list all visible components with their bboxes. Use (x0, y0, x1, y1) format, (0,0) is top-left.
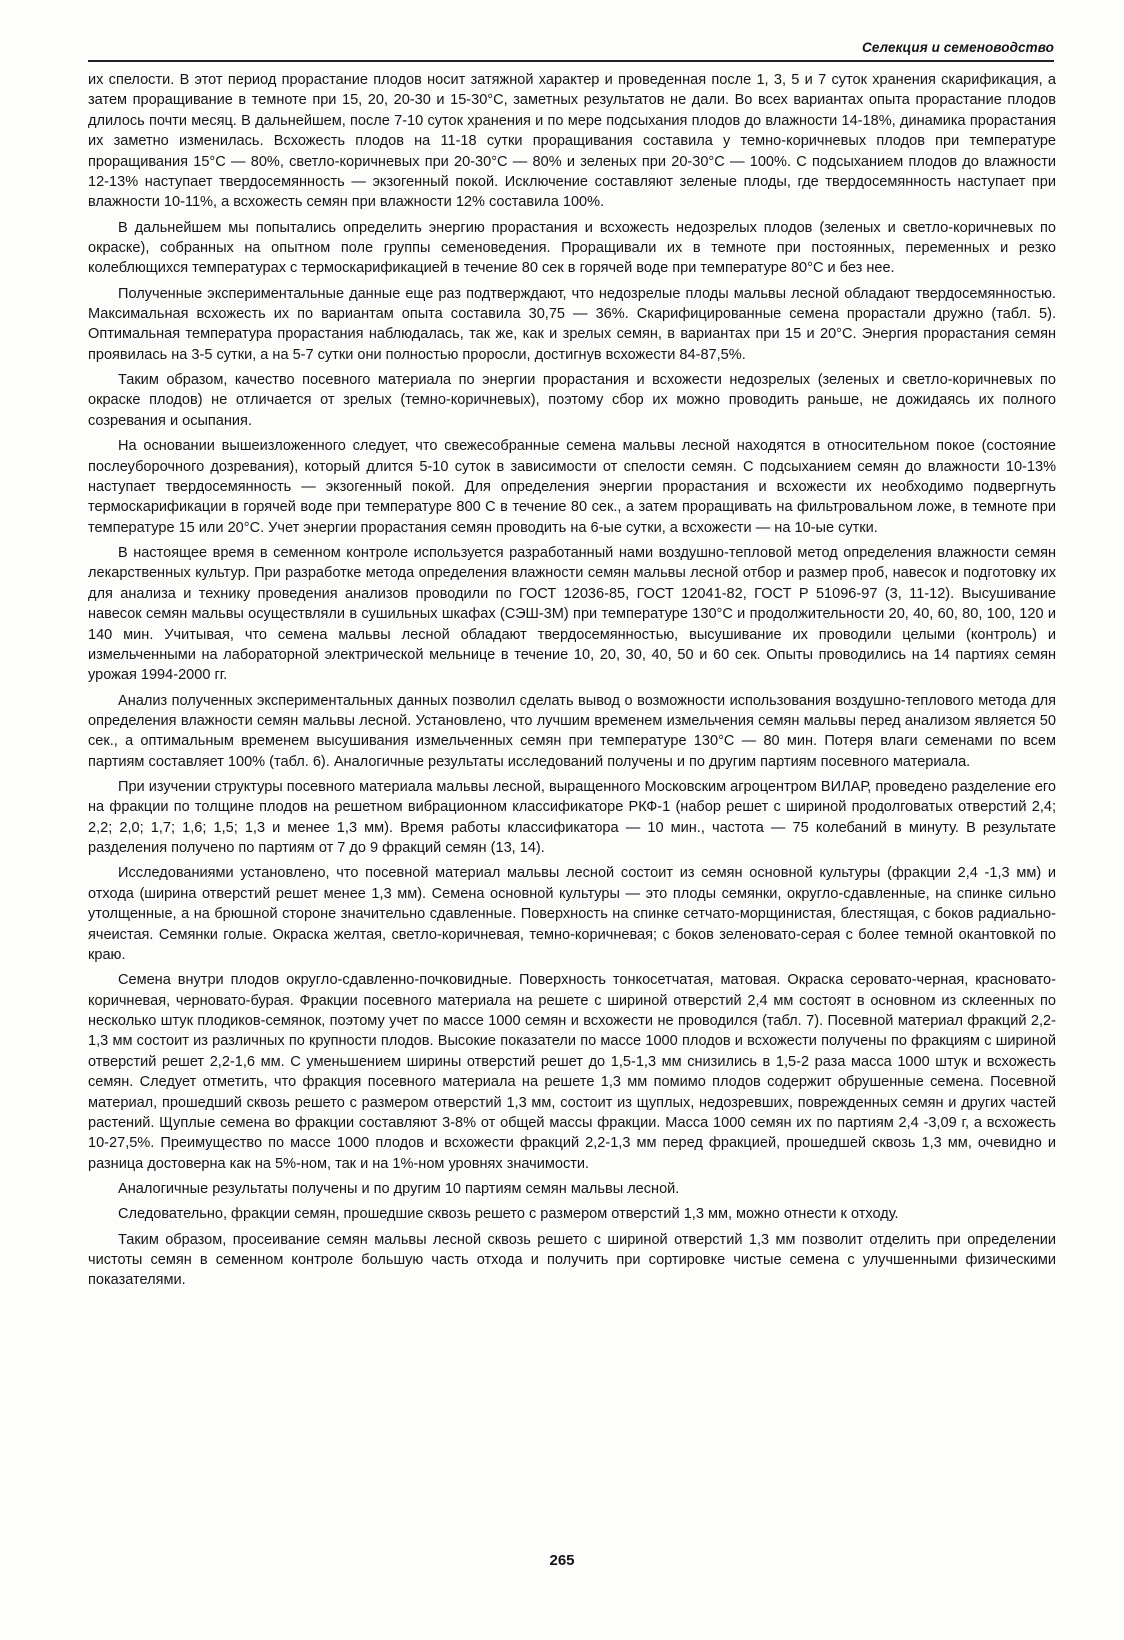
running-head (88, 40, 1054, 62)
paragraph-8: При изучении структуры посевного материала мальвы лесной, выращенного Московским агроцентром ВИЛАР, проведено разделение его на фракции по толщине плодов на решетном вибрационном классификаторе РКФ-1 (набор решет с шириной продолговатых отверстий 2,4; 2,2; 2,0; 1,7; 1,6; 1,5; 1,3 и менее 1,3 мм). Время работы классификатора — 10 мин., частота — 75 колебаний в минуту. В результате разделения получено по партиям от 7 до 9 фракций семян (13, 14). (88, 778, 1056, 857)
paragraph-4: Таким образом, качество посевного материала по энергии прорастания и всхожести недозрелых (зеленых и светло-коричневых по окраске плодов) не отличается от зрелых (темно-коричневых), поэтому сбор их можно проводить раньше, не дожидаясь их полного созревания и осыпания. (88, 372, 1056, 429)
paragraph-3: Полученные экспериментальные данные еще раз подтверждают, что недозрелые плоды мальвы лесной обладают твердосемянностью. Максимальная всхожесть их по вариантам опыта составила 30,75 — 36%. Скарифицированные семена прорастали дружно (табл. 5). Оптимальная температура прорастания наблюдалась, так же, как и зрелых семян, в вариантах при 15 и 20°С. Энергия прорастания семян проявилась на 3-5 сутки, а на 5-7 сутки они полностью проросли, достигнув всхожести 84-87,5%. (88, 285, 1056, 363)
paragraph-7: Анализ полученных экспериментальных данных позволил сделать вывод о возможности использования воздушно-теплового метода для определения влажности семян мальвы лесной. Установлено, что лучшим временем измельчения семян мальвы перед анализом является 50 сек., а оптимальным временем высушивания измельченных семян при температуре 130°С — 80 мин. Потеря влаги семенами по всем партиям составляет 100% (табл. 6). Аналогичные результаты исследований получены и по другим партиям посевного материала. (88, 692, 1056, 770)
paragraph-10: Семена внутри плодов округло-сдавленно-почковидные. Поверхность тонкосетчатая, матовая. Окраска серовато-черная, красновато-коричневая, черновато-бурая. Фракции посевного материала на решете с шириной отверстий 2,4 мм состоят в основном из склеенных по несколько штук плодиков-семянок, поэтому учет по массе 1000 семян и всхожести не проводился (табл. 7). Посевной материал фракций 2,2-1,3 мм состоит из различных по крупности плодов. Высокие показатели по массе 1000 плодов и всхожести получены по фракциям с шириной отверстий решет 2,2-1,6 мм. С уменьшением ширины отверстий решет до 1,5-1,3 мм снизились в 1,5-2 раза масса 1000 штук и всхожесть семян. Следует отметить, что фракция посевного материала на решете 1,3 мм помимо плодов содержит обрушенные семена. Посевной материал, прошедший сквозь решето с размером отверстий 1,3 мм, состоит из щуплых, недозревших, поврежденных семян и других частей растений. Щуплые семена во фракции составляют 3-8% от общей массы фракции. Масса 1000 семян их по партиям 2,4 -3,09 г, а всхожесть 10-27,5%. Преимущество по массе 1000 плодов и всхожести фракций 2,2-1,3 мм перед фракцией, прошедшей сквозь 1,3 мм, очевидно и разница достоверна как на 5%-ном, так и на 1%-ном уровнях значимости. (88, 972, 1056, 1172)
article-body (88, 70, 1056, 1296)
paragraph-2: В дальнейшем мы попытались определить энергию прорастания и всхожесть недозрелых плодов (зеленых и светло-коричневых по окраске), собранных на опытном поле группы семеноведения. Проращивали их в темноте при постоянных, переменных и резко колеблющихся температурах с термоскарификацией в течение 80 сек в горячей воде при температуре 80°С и без нее. (88, 219, 1056, 277)
paragraph-9: Исследованиями установлено, что посевной материал мальвы лесной состоит из семян основной культуры (фракции 2,4 -1,3 мм) и отхода (ширина отверстий решет менее 1,3 мм). Семена основной культуры — это плоды семянки, округло-сдавленные, на спинке сильно утолщенные, а на брюшной стороне значительно сдавленные. Поверхность на спинке сетчато-морщинистая, блестящая, с боков радиально-ячеистая. Семянки голые. Окраска желтая, светло-коричневая, темно-коричневая; с боков зеленовато-серая с более темной окантовкой по краю. (88, 865, 1056, 964)
paragraph-13: Таким образом, просеивание семян мальвы лесной сквозь решето с шириной отверстий 1,3 мм позволит отделить при определении чистоты семян в семенном контроле большую часть отхода и получить при сортировке чистые семена с улучшенными физическими показателями. (88, 1231, 1056, 1289)
page-number: 265 (549, 1552, 575, 1569)
paragraph-5: На основании вышеизложенного следует, что свежесобранные семена мальвы лесной находятся в относительном покое (состояние послеуборочного дозревания), который длится 5-10 суток в зависимости от спелости семян. С подсыханием семян до влажности 10-13% наступает твердосемянность — экзогенный покой. Для определения энергии прорастания и всхожести их необходимо подвергнуть термоскарификации в горячей воде при температуре 800 С в течение 80 сек., а затем проращивать на фильтровальном ложе, в темноте при температуре 15 или 20°С. Учет энергии прорастания семян проводить на 6-ые сутки, а всхожести — на 10-ые сутки. (88, 438, 1056, 536)
paragraph-12: Следовательно, фракции семян, прошедшие сквозь решето с размером отверстий 1,3 мм, можно отнести к отходу. (118, 1206, 899, 1223)
paragraph-1: их спелости. В этот период прорастание плодов носит затяжной характер и проведенная после 1, 3, 5 и 7 суток хранения скарификация, а затем проращивание в темноте при 15, 20, 20-30 и 15-30°С, заметных результатов не дали. Во всех вариантах опыта прорастание плодов длилось почти месяц. В дальнейшем, после 7-10 суток хранения и по мере подсыхания плодов до влажности 14-18%, динамика прорастания их заметно изменилась. Всхожесть плодов на 11-18 сутки проращивания составила у темно-коричневых плодов при температуре проращивания 15°С — 80%, светло-коричневых при 20-30°С — 80% и зеленых при 20-30°С — 100%. С подсыханием плодов до влажности 12-13% наступает твердосемянность — экзогенный покой. Исключение составляют зеленые плоды, где твердосемянность наступает при влажности 10-11%, а всхожесть семян при влажности 12% составила 100%. (88, 72, 1056, 211)
running-head-title: Селекция и семеноводство (862, 40, 1054, 55)
paragraph-6: В настоящее время в семенном контроле используется разработанный нами воздушно-тепловой метод определения влажности семян лекарственных культур. При разработке метода определения влажности семян мальвы лесной отбор и размер проб, навесок и подготовку их для анализа и технику проведения анализов проводили по ГОСТ 12036-85, ГОСТ 12041-82, ГОСТ Р 51096-97 (3, 11-12). Высушивание навесок семян мальвы осуществляли в сушильных шкафах (СЭШ-3М) при температуре 130°С и продолжительности 20, 40, 60, 80, 100, 120 и 140 мин. Учитывая, что семена мальвы лесной обладают твердосемянностью, высушивание их проводили целыми (контроль) и измельченными на лабораторной электрической мельнице в течение 10, 20, 30, 40, 50 и 60 сек. Опыты проводились на 14 партиях семян урожая 1994-2000 гг. (88, 544, 1056, 684)
paragraph-11: Аналогичные результаты получены и по другим 10 партиям семян мальвы лесной. (118, 1181, 680, 1198)
